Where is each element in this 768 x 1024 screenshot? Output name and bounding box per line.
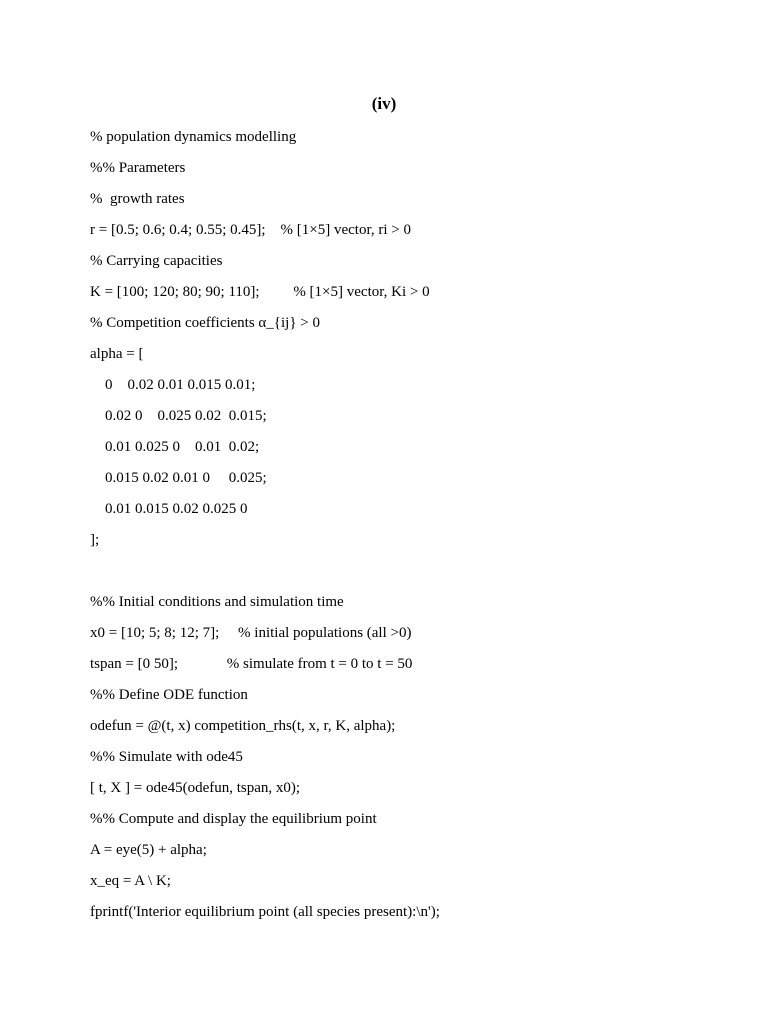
code-line: 0 0.02 0.01 0.015 0.01; (105, 377, 256, 393)
code-line: A = eye(5) + alpha; (90, 842, 207, 858)
code-line: x_eq = A \ K; (90, 873, 171, 889)
code-line: %% Parameters (90, 160, 186, 176)
blank-line (90, 561, 730, 592)
code-line: %% Define ODE function (90, 687, 248, 703)
section-heading: (iv) (371, 94, 397, 113)
code-line: tspan = [0 50]; % simulate from t = 0 to t = 50 (90, 656, 413, 672)
code-line: %% Simulate with ode45 (90, 749, 243, 765)
code-line: 0.01 0.025 0 0.01 0.02; (105, 439, 260, 455)
code-line: 0.015 0.02 0.01 0 0.025; (105, 470, 267, 486)
code-line: fprintf('Interior equilibrium point (all species present):\n'); (90, 904, 440, 920)
code-line: 0.02 0 0.025 0.02 0.015; (105, 408, 267, 424)
code-line: 0.01 0.015 0.02 0.025 0 (105, 501, 248, 517)
code-line: %% Compute and display the equilibrium point (90, 811, 377, 827)
code-line: [ t, X ] = ode45(odefun, tspan, x0); (90, 780, 301, 796)
code-line: r = [0.5; 0.6; 0.4; 0.55; 0.45]; % [1×5] vector, ri > 0 (90, 222, 411, 238)
code-line: % population dynamics modelling (90, 129, 297, 145)
code-line: odefun = @(t, x) competition_rhs(t, x, r, K, alpha); (90, 718, 396, 734)
code-line: %% Initial conditions and simulation time (90, 594, 344, 610)
code-line: alpha = [ (90, 346, 144, 362)
code-line: % growth rates (90, 191, 185, 207)
code-line: % Competition coefficients α_{ij} > 0 (90, 315, 320, 331)
code-line: ]; (90, 532, 100, 548)
code-line: K = [100; 120; 80; 90; 110]; % [1×5] vector, Ki > 0 (90, 284, 430, 300)
code-listing (90, 127, 730, 933)
code-line: x0 = [10; 5; 8; 12; 7]; % initial populations (all >0) (90, 625, 412, 641)
code-line: % Carrying capacities (90, 253, 223, 269)
